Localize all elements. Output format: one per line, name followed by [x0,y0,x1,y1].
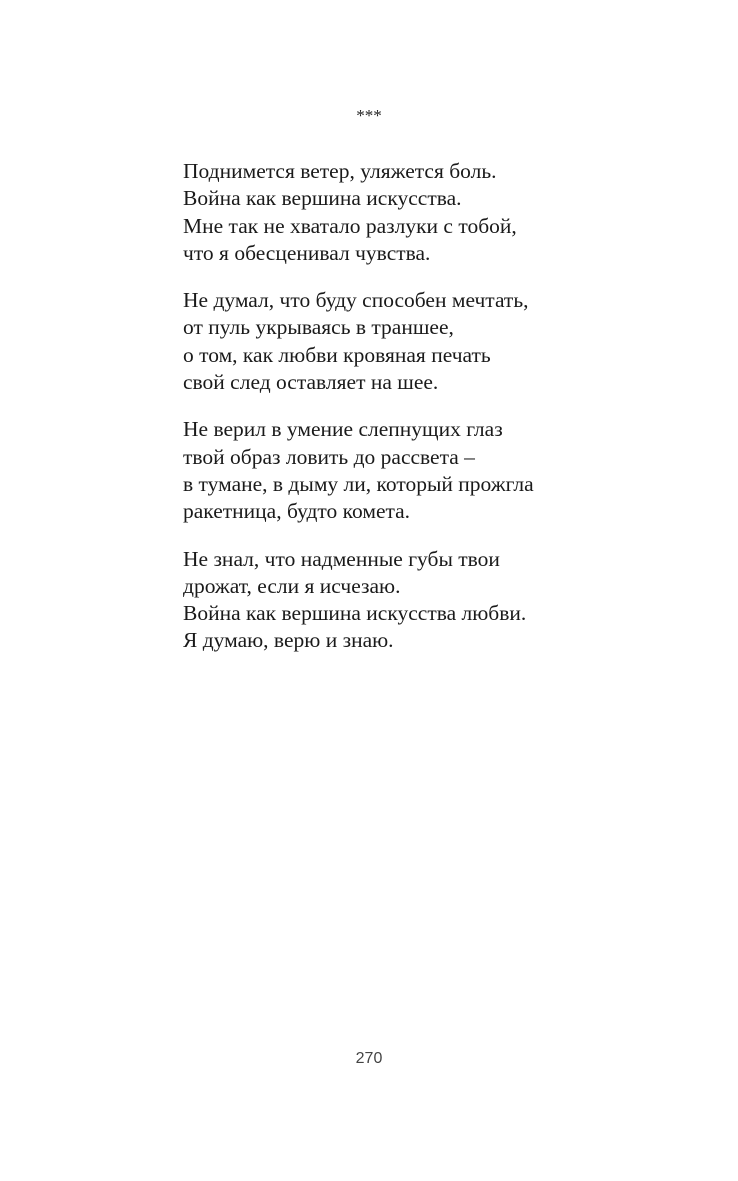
poem-line: Война как вершина искусства. [183,186,462,211]
poem-line: дрожат, если я исчезаю. [183,573,401,598]
poem-line: твой образ ловить до рассвета – [183,444,475,469]
poem-line: Мне так не хватало разлуки с тобой, [183,213,517,238]
poem-line: Не думал, что буду способен мечтать, [183,288,529,313]
poem-line: Война как вершина искусства любви. [183,601,527,626]
stanza [183,416,534,525]
stanza [183,158,534,267]
poem-line: в тумане, в дыму ли, который прожгла [183,471,534,496]
poem-line: Поднимется ветер, уляжется боль. [183,159,497,183]
stanza [183,546,534,655]
poem-line: Не верил в умение слепнущих глаз [183,417,503,442]
poem-line: Я думаю, верю и знаю. [183,628,394,653]
poem-line: ракетница, будто комета. [183,499,411,524]
poem-line: о том, как любви кровяная печать [183,342,491,367]
stanza [183,287,534,396]
section-separator: *** [356,106,382,125]
poem [183,158,534,675]
poem-line: свой след оставляет на шее. [183,370,439,395]
poem-line: от пуль укрываясь в траншее, [183,315,454,340]
poem-line: Не знал, что надменные губы твои [183,546,500,571]
page-number: 270 [355,1050,383,1067]
poem-line: что я обесценивал чувства. [183,240,431,265]
